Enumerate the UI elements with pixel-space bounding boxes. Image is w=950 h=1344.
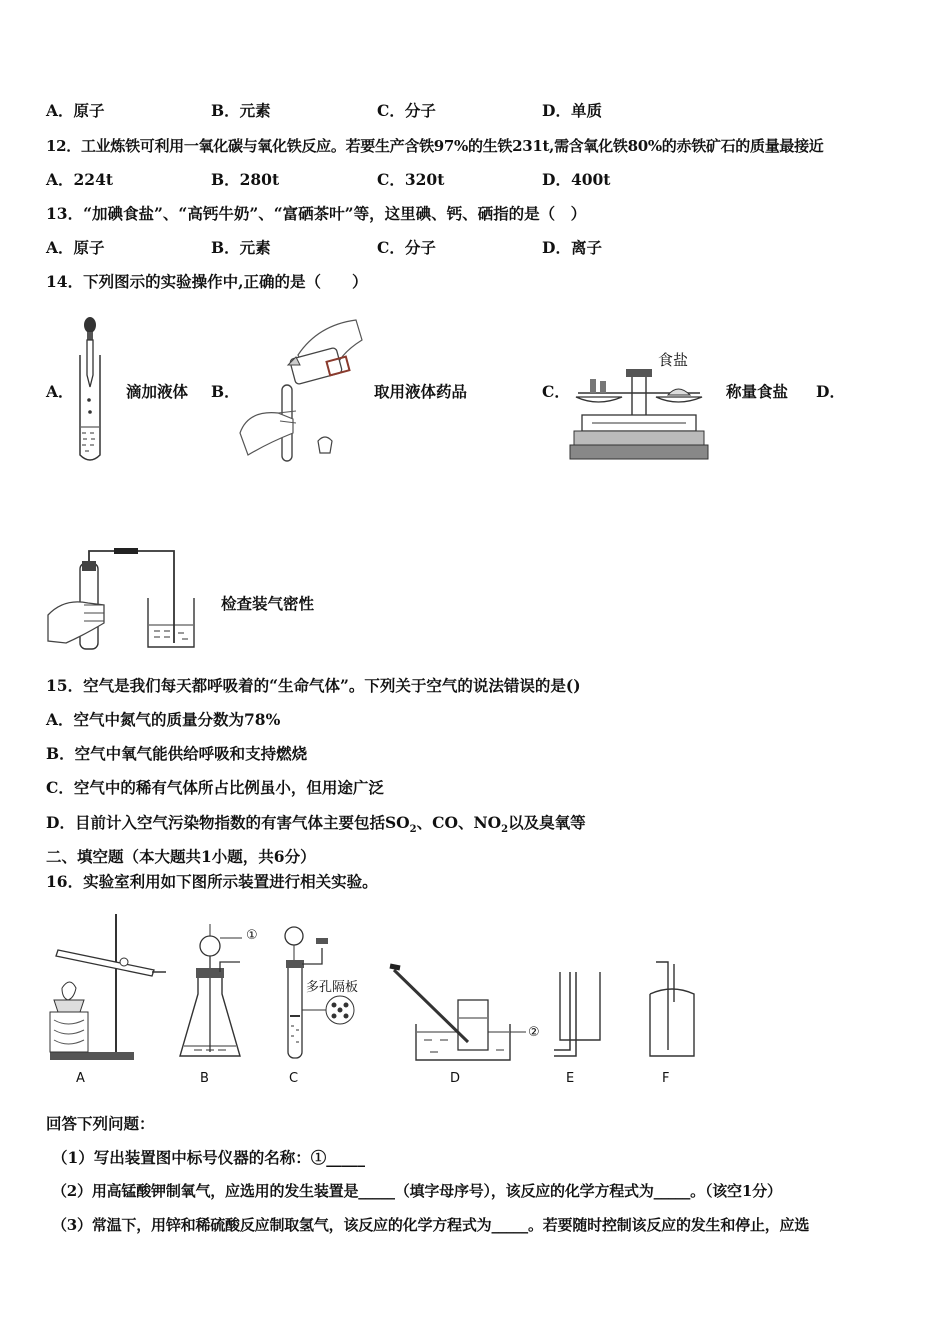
q14-stem: 14．下列图示的实验操作中,正确的是（ ）	[46, 272, 368, 291]
q12-stem: 12．工业炼铁可利用一氧化碳与氧化铁反应。若要生产含铁97%的生铁231t,需含氧化铁80%的赤铁矿石的质量最接近	[46, 137, 824, 155]
q16-sub2: （2）用高锰酸钾制氧气，应选用的发生装置是_____（填字母序号），该反应的化学方程式为_____。（该空1分）	[52, 1182, 782, 1200]
q13-option-c: C．分子	[377, 238, 436, 257]
apparatus-label-c: C	[289, 1071, 299, 1086]
q16-sub1: （1）写出装置图中标号仪器的名称：①_____	[52, 1148, 366, 1167]
apparatus-label-a: A	[76, 1071, 85, 1086]
q13-stem: 13．“加碘食盐”、“高钙牛奶”、“富硒茶叶”等，这里碘、钙、硒指的是（ ）	[46, 204, 587, 223]
q13-option-d: D．离子	[542, 238, 602, 257]
q13-option-a: A．原子	[46, 238, 105, 257]
q12-option-a: A．224t	[46, 170, 114, 189]
pour-liquid-figure	[238, 315, 368, 465]
q12-option-c: C．320t	[377, 170, 445, 189]
q15-option-c: C．空气中的稀有气体所占比例虽小，但用途广泛	[46, 778, 384, 797]
q14-option-b-letter: B．	[211, 382, 240, 401]
apparatus-label-d: D	[450, 1071, 461, 1086]
q11-option-a: A．原子	[46, 101, 105, 120]
q11-option-b: B．元素	[211, 101, 271, 120]
answer-intro: 回答下列问题：	[46, 1114, 155, 1133]
mark-2: ②	[528, 1025, 540, 1040]
q14-option-d-letter: D．	[816, 382, 845, 401]
q15-option-d: D．目前计入空气污染物指数的有害气体主要包括$SO_2$、CO、$NO_2$以及臭氧等	[46, 813, 586, 836]
q11-option-c: C．分子	[377, 101, 436, 120]
q15-stem: 15．空气是我们每天都呼吸着的“生命气体”。下列关于空气的说法错误的是()	[46, 676, 581, 695]
q14-option-c-text: 称量食盐	[726, 382, 789, 401]
apparatus-label-f: F	[662, 1071, 670, 1086]
salt-label: 食盐	[658, 351, 689, 369]
balance-scale-figure	[568, 345, 710, 465]
apparatus-label-e: E	[566, 1071, 575, 1086]
q11-option-d: D．单质	[542, 101, 602, 120]
q13-option-b: B．元素	[211, 238, 271, 257]
q16-stem: 16．实验室利用如下图所示装置进行相关实验。	[46, 872, 378, 891]
q12-option-b: B．280t	[211, 170, 280, 189]
apparatus-label-b: B	[200, 1071, 209, 1086]
q14-option-a-letter: A．	[46, 382, 74, 401]
q14-option-d-text: 检查装气密性	[221, 594, 315, 613]
q15-option-b: B．空气中氧气能供给呼吸和支持燃烧	[46, 744, 308, 763]
mark-1: ①	[246, 928, 258, 943]
q12-option-d: D．400t	[542, 170, 611, 189]
q16-sub3: （3）常温下，用锌和稀硫酸反应制取氢气，该反应的化学方程式为_____。若要随时控制该反应的发生和停止，应选	[52, 1216, 810, 1234]
dropper-test-tube-figure	[74, 315, 106, 463]
apparatus-figure	[44, 910, 704, 1070]
section-heading: 二、填空题（本大题共1小题，共6分）	[46, 847, 316, 866]
q14-option-b-text: 取用液体药品	[374, 382, 468, 401]
q14-option-c-letter: C．	[542, 382, 570, 401]
porous-plate-label: 多孔隔板	[306, 980, 359, 995]
q14-option-a-text: 滴加液体	[126, 382, 189, 401]
airtightness-check-figure	[44, 543, 200, 653]
q15-option-a: A．空气中氮气的质量分数为78%	[46, 710, 281, 729]
